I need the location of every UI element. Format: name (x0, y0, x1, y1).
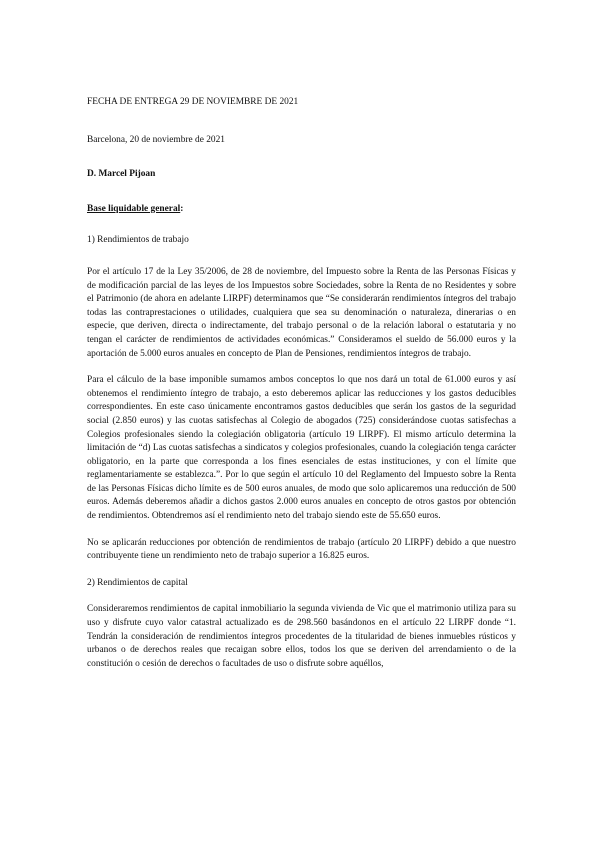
paragraph-tax-base-calculation: Para el cálculo de la base imponible sumamos ambos conceptos lo que nos dará un total de 61.000 euros y así obtenemos el rendimiento íntegro de trabajo, a esto deberemos aplicar las reducciones y los gastos deducibles correspondientes. En este caso únicamente encontramos gastos deducibles que serán los gastos de la seguridad social (2.850 euros) y las cuotas satisfechas al Colegio de abogados (725) considerándose cuotas satisfechas a Colegios profesionales siendo la colegiación obligatoria (artículo 19 LIRPF). El mismo artículo determina la limitación de “d) Las cuotas satisfechas a sindicatos y colegios profesionales, cuando la colegiación tenga carácter obligatorio, en la parte que corresponda a los fines esenciales de estas instituciones, y con el límite que reglamentariamente se establezca.”. Por lo que según el artículo 10 del Reglamento del Impuesto sobre la Renta de las Personas Físicas dicho límite es de 500 euros anuales, de modo que solo aplicaremos una reducción de 500 euros. Además deberemos añadir a dichos gastos 2.000 euros anuales en concepto de otros gastos por obtención de rendimientos. Obtendremos así el rendimiento neto del trabajo siendo este de 55.650 euros. (87, 375, 516, 522)
section-title-text: Base liquidable general (87, 203, 181, 214)
section-title-colon: : (180, 203, 184, 214)
delivery-date-heading: FECHA DE ENTREGA 29 DE NOVIEMBRE DE 2021 (87, 97, 299, 107)
subsection-heading-capital-income: 2) Rendimientos de capital (87, 577, 188, 588)
section-title (87, 203, 516, 217)
paragraph-work-income-definition: Por el artículo 17 de la Ley 35/2006, de 28 de noviembre, del Impuesto sobre la Renta de las Personas Físicas y de modificación parcial de las leyes de los Impuestos sobre Sociedades, sobre la Renta de no Residentes y sobre el Patrimonio (de ahora en adelante LIRPF) determinamos que “Se considerarán rendimientos íntegros del trabajo todas las contraprestaciones o utilidades, cualquiera que sea su denominación o naturaleza, dinerarias o en especie, que deriven, directa o indirectamente, del trabajo personal o de la relación laboral o estatutaria y no tengan el carácter de rendimientos de actividades económicas.” Consideramos el sueldo de 56.000 euros y la aportación de 5.000 euros anuales en concepto de Plan de Pensiones, rendimientos íntegros de trabajo. (87, 266, 516, 359)
document-body (87, 96, 516, 671)
subsection-heading-work-income: 1) Rendimientos de trabajo (87, 235, 189, 246)
paragraph-reductions-note: No se aplicarán reducciones por obtención de rendimientos de trabajo (artículo 20 LIRPF) debido a que nuestro contribuyente tiene un rendimiento neto de trabajo superior a 16.825 euros. (87, 537, 516, 562)
place-date-line: Barcelona, 20 de noviembre de 2021 (87, 134, 225, 145)
paragraph-real-estate-capital: Consideraremos rendimientos de capital inmobiliario la segunda vivienda de Vic que el matrimonio utiliza para su uso y disfrute cuyo valor catastral actualizado es de 298.560 basándonos en el artículo 22 LIRPF donde “1. Tendrán la consideración de rendimientos íntegros procedentes de la titularidad de bienes inmuebles rústicos y urbanos o de derechos reales que recaigan sobre ellos, todos los que se deriven del arrendamiento o de la constitución o cesión de derechos o facultades de uso o disfrute sobre aquéllos, (87, 604, 516, 669)
recipient-name: D. Marcel Pijoan (87, 169, 156, 180)
